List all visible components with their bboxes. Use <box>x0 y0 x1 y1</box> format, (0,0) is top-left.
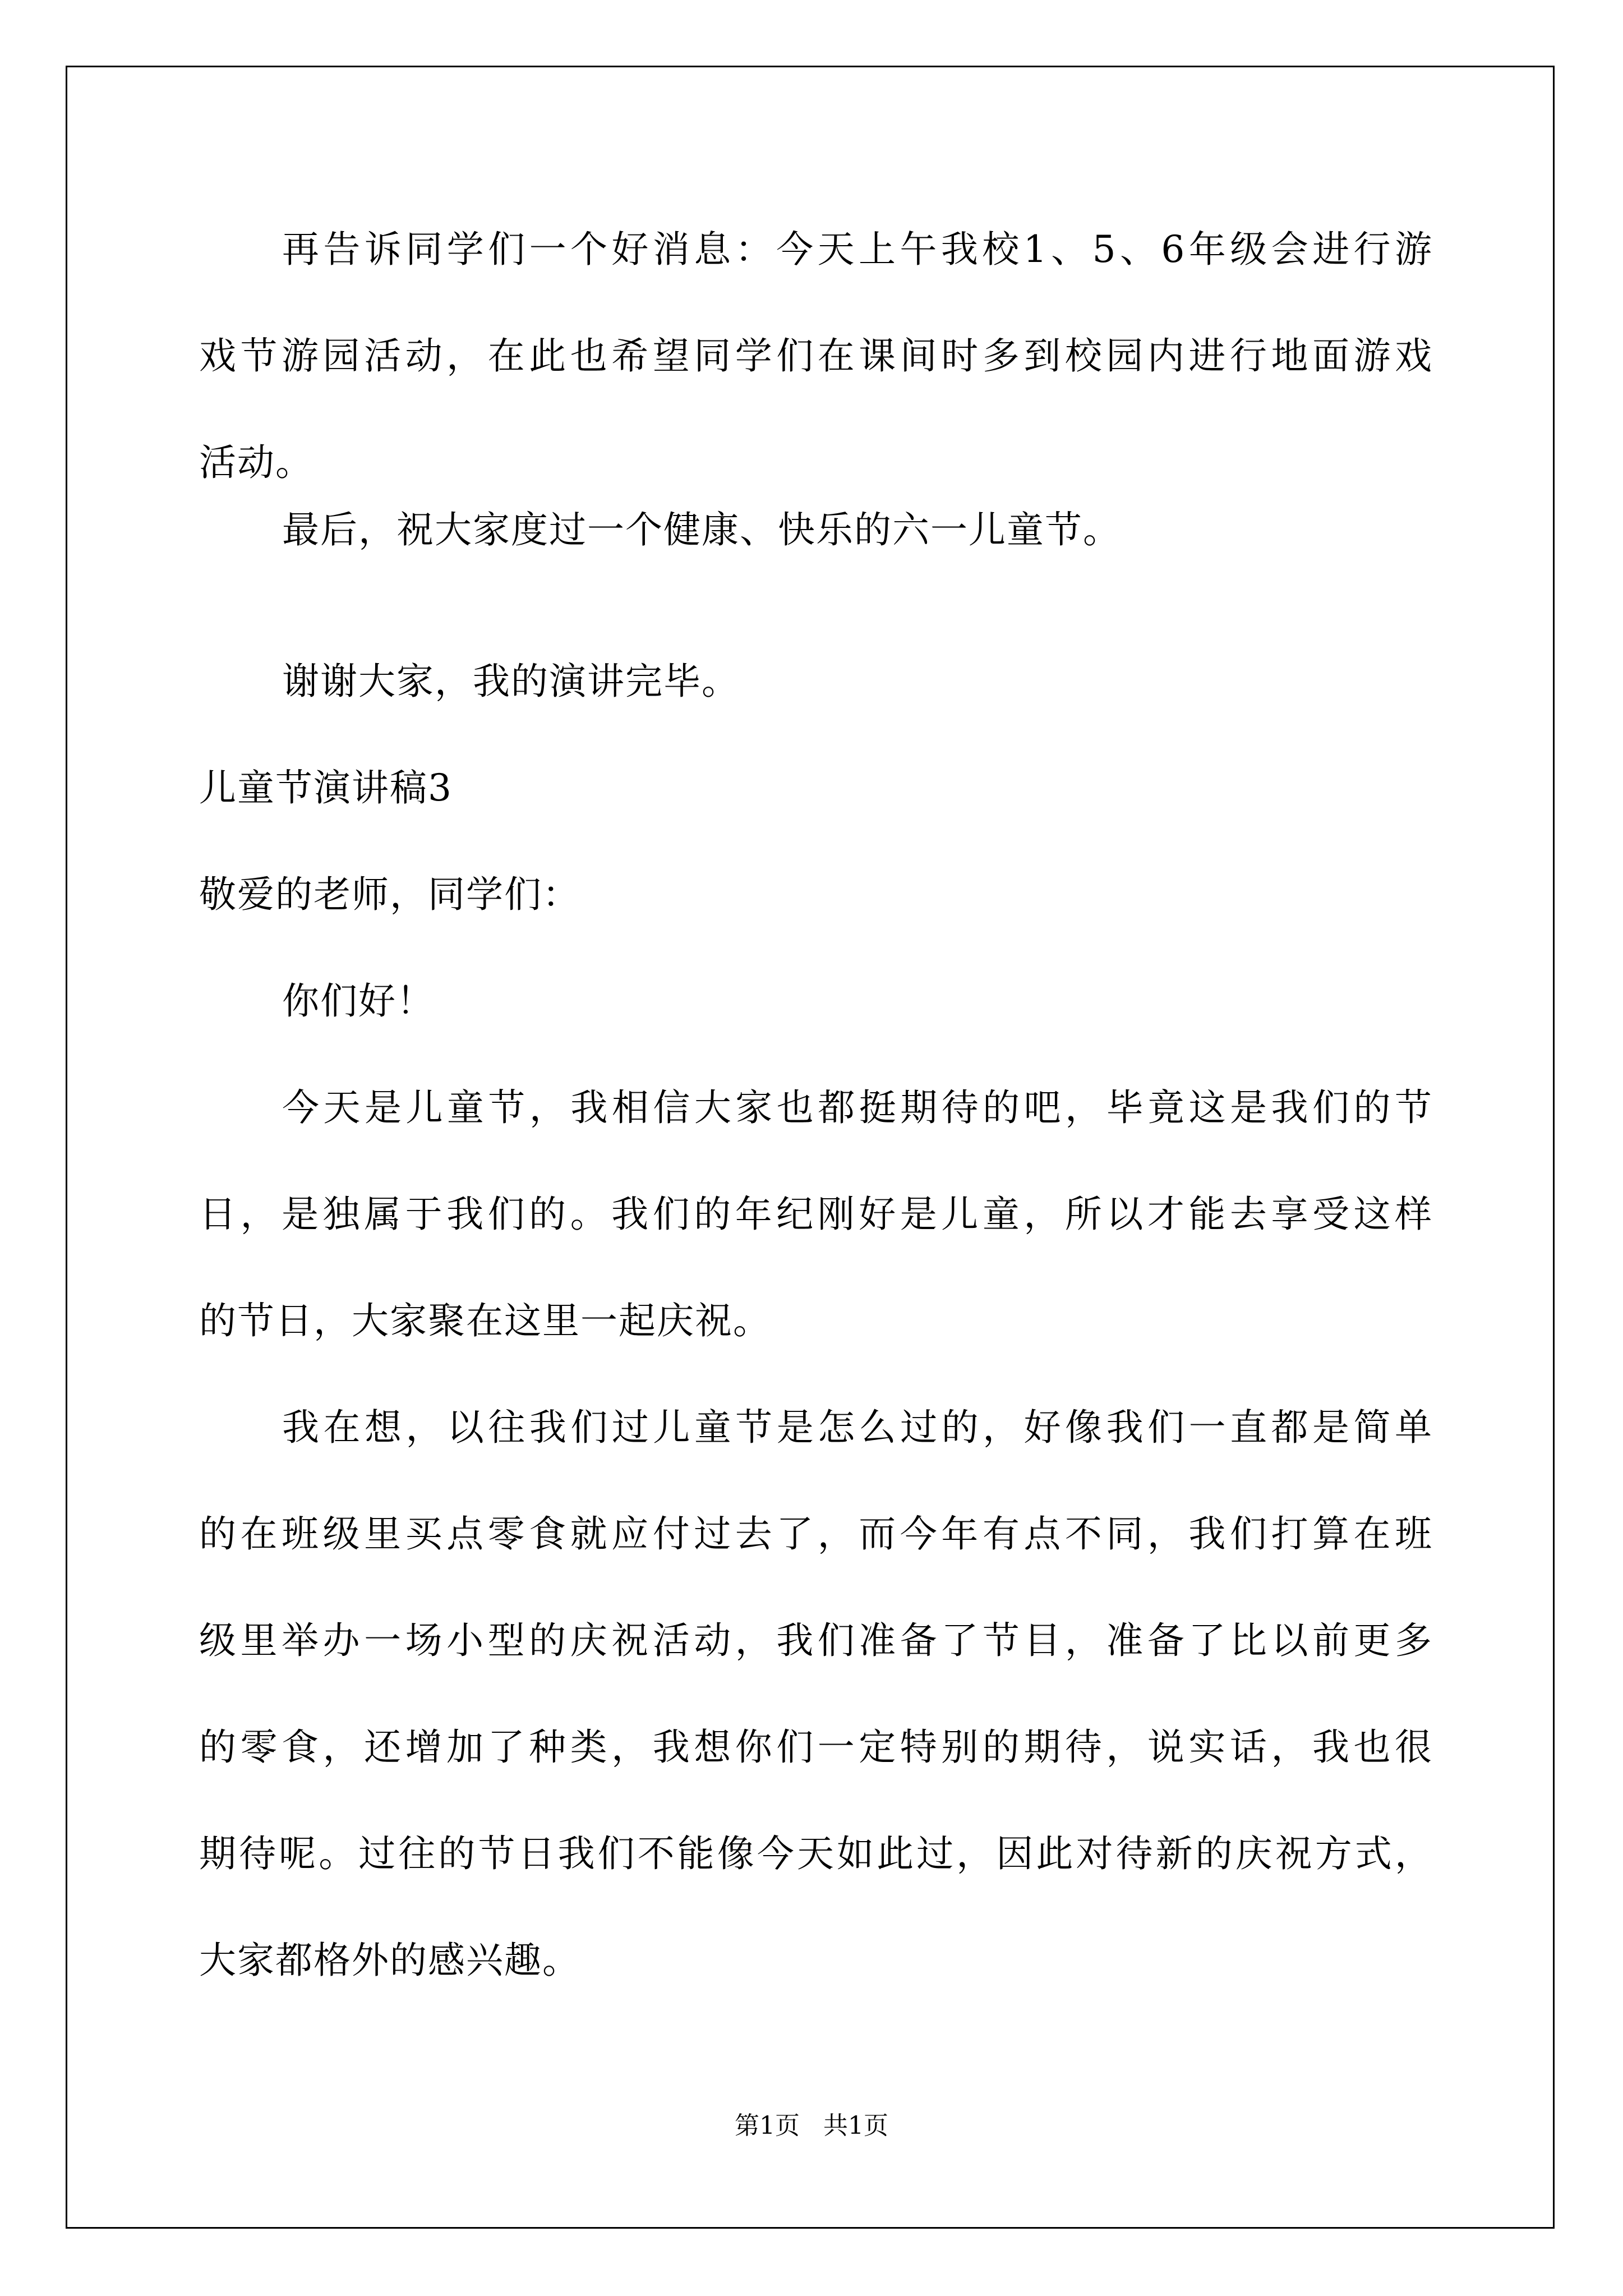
paragraph-line: 我在想，以往我们过儿童节是怎么过的，好像我们一直都是简单 <box>282 1406 1433 1449</box>
paragraph-line: 的节日，大家聚在这里一起庆祝。 <box>199 1299 771 1342</box>
greeting: 你们好！ <box>282 979 435 1023</box>
salutation: 敬爱的老师，同学们： <box>199 873 580 916</box>
paragraph-line: 级里举办一场小型的庆祝活动，我们准备了节目，准备了比以前更多 <box>199 1619 1433 1662</box>
paragraph-line: 日，是独属于我们的。我们的年纪刚好是儿童，所以才能去享受这样 <box>199 1193 1433 1236</box>
paragraph-line: 的零食，还增加了种类，我想你们一定特别的期待，说实话，我也很 <box>199 1726 1433 1769</box>
paragraph-line: 大家都格外的感兴趣。 <box>199 1939 580 1982</box>
section-heading: 儿童节演讲稿3 <box>199 766 453 809</box>
paragraph-line: 最后，祝大家度过一个健康、快乐的六一儿童节。 <box>282 508 1121 551</box>
paragraph-line: 活动。 <box>199 441 313 484</box>
paragraph-line: 今天是儿童节，我相信大家也都挺期待的吧，毕竟这是我们的节 <box>282 1086 1433 1129</box>
page-footer: 第1页 共1页 <box>735 2111 888 2140</box>
paragraph-line: 期待呢。过往的节日我们不能像今天如此过，因此对待新的庆祝方式， <box>199 1832 1433 1875</box>
paragraph-line: 再告诉同学们一个好消息：今天上午我校1、5、6年级会进行游 <box>282 228 1433 271</box>
page-border <box>66 66 1555 2229</box>
paragraph-line: 的在班级里买点零食就应付过去了，而今年有点不同，我们打算在班 <box>199 1512 1433 1556</box>
paragraph-line: 戏节游园活动，在此也希望同学们在课间时多到校园内进行地面游戏 <box>199 334 1433 378</box>
paragraph-line: 谢谢大家，我的演讲完毕。 <box>282 660 740 703</box>
